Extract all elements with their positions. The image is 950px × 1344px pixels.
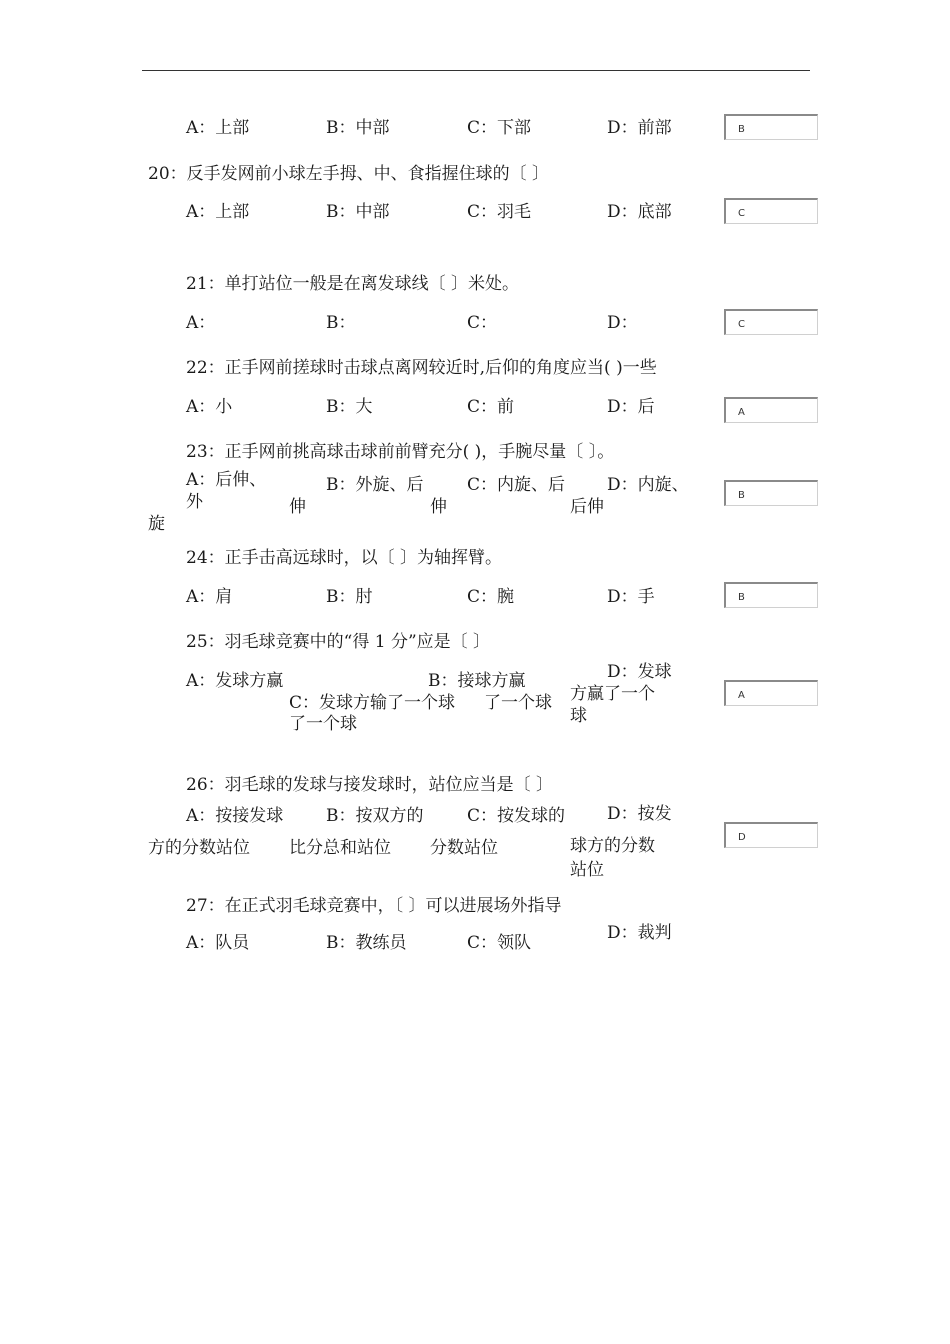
q25-option-d-line1: D：发球 xyxy=(607,662,672,682)
q23-option-a-line1: A：后伸、 xyxy=(186,470,267,490)
q20-option-a: A：上部 xyxy=(186,202,250,222)
q22-option-c: C：前 xyxy=(467,397,515,417)
q20-option-c: C：羽毛 xyxy=(467,202,532,222)
q22-answer-box[interactable]: A xyxy=(724,397,818,423)
q22-option-a: A：小 xyxy=(186,397,233,417)
q20-option-d: D：底部 xyxy=(607,202,672,222)
q27-option-a: A：队员 xyxy=(186,933,250,953)
q22-option-d: D：后 xyxy=(607,397,655,417)
q25-answer-box[interactable]: A xyxy=(724,680,818,706)
q20-answer-box[interactable]: C xyxy=(724,198,818,224)
q23-option-a-line3: 旋 xyxy=(148,514,165,534)
q27-option-b: B：教练员 xyxy=(326,933,407,953)
q20-option-b: B：中部 xyxy=(326,202,390,222)
q21-answer-box[interactable]: C xyxy=(724,309,818,335)
q26-question: 26：羽毛球的发球与接发球时，站位应当是〔 〕 xyxy=(186,775,554,795)
q23-option-b-line1: B：外旋、后 xyxy=(326,475,424,495)
q23-option-a-line2: 外 xyxy=(186,492,203,512)
q26-option-d-line1: D：按发 xyxy=(607,804,672,824)
q26-option-b-line2: 比分总和站位 xyxy=(289,838,391,858)
q25-option-c-line3: 了一个球 xyxy=(289,714,357,734)
q24-option-c: C：腕 xyxy=(467,587,515,607)
q25-option-a: A：发球方赢 xyxy=(186,671,284,691)
q25-option-d-line2: 方赢了一个 xyxy=(570,684,655,704)
q23-option-c-line2: 伸 xyxy=(430,497,447,517)
q24-question: 24：正手击高远球时，以〔 〕为轴挥臂。 xyxy=(186,548,503,568)
q25-option-b: B：接球方赢 xyxy=(428,671,526,691)
q21-option-d: D： xyxy=(607,313,638,333)
q23-option-b-line2: 伸 xyxy=(289,497,306,517)
q24-option-d: D：手 xyxy=(607,587,655,607)
q26-option-c-line2: 分数站位 xyxy=(430,838,498,858)
q23-answer-box[interactable]: B xyxy=(724,480,818,506)
q24-answer-box[interactable]: B xyxy=(724,582,818,608)
q23-option-d-line1: D：内旋、 xyxy=(607,475,689,495)
q21-option-c: C： xyxy=(467,313,498,333)
q26-option-a-line1: A：按接发球 xyxy=(186,806,284,826)
q19-answer-box[interactable]: B xyxy=(724,114,818,140)
q25-option-c-line1: C：发球方输了一个球 xyxy=(289,693,456,713)
q26-option-d-line2: 球方的分数 xyxy=(570,836,655,856)
q23-option-d-line2: 后伸 xyxy=(570,497,604,517)
q20-question: 20：反手发网前小球左手拇、中、食指握住球的〔 〕 xyxy=(148,164,550,184)
q23-option-c-line1: C：内旋、后 xyxy=(467,475,566,495)
q19-option-c: C：下部 xyxy=(467,118,532,138)
q26-option-b-line1: B：按双方的 xyxy=(326,806,424,826)
q26-option-a-line2: 方的分数站位 xyxy=(148,838,250,858)
q22-question: 22：正手网前搓球时击球点离网较近时,后仰的角度应当( )一些 xyxy=(186,358,657,378)
q23-question: 23：正手网前挑高球击球前前臂充分( )，手腕尽量〔 〕。 xyxy=(186,442,615,462)
q21-option-a: A： xyxy=(186,313,216,333)
header-rule xyxy=(142,70,810,71)
q21-question: 21：单打站位一般是在离发球线〔 〕米处。 xyxy=(186,274,520,294)
q25-option-c-line2: 了一个球 xyxy=(484,693,552,713)
q27-option-d: D：裁判 xyxy=(607,923,672,943)
q25-option-d-line3: 球 xyxy=(570,706,587,726)
q21-option-b: B： xyxy=(326,313,356,333)
q19-option-d: D：前部 xyxy=(607,118,672,138)
q27-option-c: C：领队 xyxy=(467,933,532,953)
q19-option-b: B：中部 xyxy=(326,118,390,138)
q24-option-b: B：肘 xyxy=(326,587,373,607)
q26-option-d-line3: 站位 xyxy=(570,860,604,880)
q27-question: 27：在正式羽毛球竞赛中，〔 〕可以进展场外指导 xyxy=(186,896,562,916)
q24-option-a: A：肩 xyxy=(186,587,233,607)
q25-question: 25：羽毛球竞赛中的“得 1 分”应是〔 〕 xyxy=(186,632,491,652)
q22-option-b: B：大 xyxy=(326,397,373,417)
q19-option-a: A：上部 xyxy=(186,118,250,138)
q26-option-c-line1: C：按发球的 xyxy=(467,806,566,826)
q26-answer-box[interactable]: D xyxy=(724,822,818,848)
